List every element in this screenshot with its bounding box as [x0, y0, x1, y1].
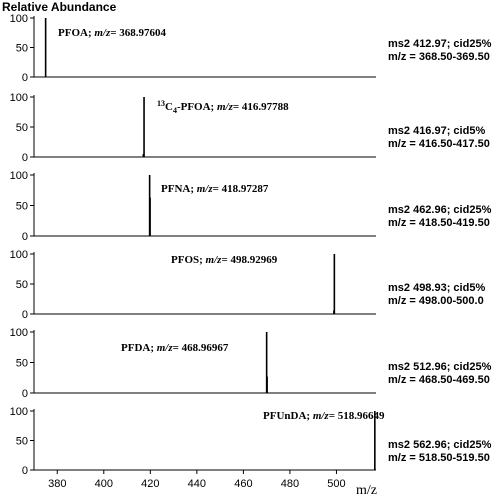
y-tick-label: 50: [15, 42, 28, 55]
y-tick-label: 100: [9, 170, 28, 182]
scan-filter: ms2 412.97; cid25%: [388, 38, 492, 50]
y-tick-label: 100: [9, 327, 28, 339]
y-tick-label: 50: [15, 279, 28, 291]
annotation-value: = 468.96967: [172, 342, 229, 354]
x-tick-label: 380: [48, 478, 67, 490]
annotation-mz: m/z: [94, 27, 111, 39]
compound-annotation: [121, 342, 229, 354]
y-tick-label: 100: [9, 249, 28, 261]
scan-filter: ms2 462.96; cid25%: [388, 204, 492, 216]
annotation-value: = 518.96649: [328, 410, 385, 422]
spectrum-panel: [10, 406, 492, 477]
annotation-mz: m/z: [216, 101, 233, 113]
scan-filter: ms2 416.97; cid5%: [388, 125, 486, 137]
y-tick-label: 100: [9, 406, 28, 418]
scan-range: m/z = 418.50-419.50: [388, 217, 490, 229]
compound-annotation: [58, 27, 167, 39]
annotation-text: PFDA;: [121, 342, 157, 354]
annotation-value: = 368.97604: [110, 27, 167, 39]
x-tick-label: 400: [94, 478, 113, 490]
x-axis: [48, 470, 346, 490]
scan-range: m/z = 416.50-417.50: [388, 138, 490, 150]
scan-filter: ms2 562.96; cid25%: [388, 439, 492, 451]
annotation-mz: m/z: [156, 342, 173, 354]
spectrum-panel: [10, 13, 492, 84]
annotation-text: -PFOA;: [176, 101, 217, 113]
scan-filter: ms2 498.93; cid5%: [388, 282, 486, 294]
compound-annotation: [263, 410, 385, 422]
scan-range: m/z = 518.50-519.50: [388, 452, 490, 464]
annotation-subscript: 4: [172, 106, 177, 115]
y-tick-label: 0: [21, 309, 28, 321]
y-tick-label: 0: [21, 72, 28, 84]
scan-filter: ms2 512.96; cid25%: [388, 361, 492, 373]
annotation-value: = 498.92969: [221, 254, 278, 266]
annotation-text: PFUnDA;: [263, 410, 313, 422]
annotation-text: C: [165, 101, 173, 113]
y-tick-label: 50: [15, 122, 28, 134]
annotation-mz: m/z: [312, 410, 329, 422]
annotation-value: = 418.97287: [212, 183, 269, 195]
x-tick-label: 420: [141, 478, 160, 490]
x-tick-label: 480: [280, 478, 300, 490]
spectrum-panel: [10, 92, 490, 164]
spectrum-panel: [10, 327, 492, 400]
y-tick-label: 50: [15, 200, 28, 213]
y-tick-label: 100: [9, 13, 28, 25]
scan-range: m/z = 368.50-369.50: [388, 51, 490, 63]
isotope-superscript: 13: [157, 99, 165, 108]
annotation-mz: m/z: [205, 254, 222, 266]
compound-annotation: [171, 254, 278, 266]
y-tick-label: 100: [9, 92, 28, 104]
spectra-panels: [10, 13, 492, 477]
x-axis-title: m/z: [356, 483, 377, 498]
compound-annotation: [157, 99, 289, 115]
x-tick-label: 500: [327, 478, 346, 490]
annotation-text: PFNA;: [161, 183, 197, 195]
spectrum-panel: [10, 170, 492, 243]
scan-range: m/z = 498.00-500.0: [388, 295, 484, 307]
annotation-mz: m/z: [196, 183, 213, 195]
compound-annotation: [161, 183, 269, 195]
y-tick-label: 0: [21, 231, 28, 243]
annotation-value: = 416.97788: [232, 101, 289, 113]
y-tick-label: 50: [15, 357, 28, 370]
x-tick-label: 440: [187, 478, 207, 490]
y-axis-title: Relative Abundance: [2, 0, 117, 14]
y-tick-label: 50: [15, 435, 28, 448]
scan-range: m/z = 468.50-469.50: [388, 374, 490, 386]
y-tick-label: 0: [21, 388, 28, 400]
y-tick-label: 0: [21, 152, 28, 164]
y-tick-label: 0: [21, 465, 28, 477]
annotation-text: PFOA;: [58, 27, 95, 39]
annotation-text: PFOS;: [171, 254, 206, 266]
spectrum-panel: [10, 249, 486, 321]
x-tick-label: 460: [234, 478, 253, 490]
